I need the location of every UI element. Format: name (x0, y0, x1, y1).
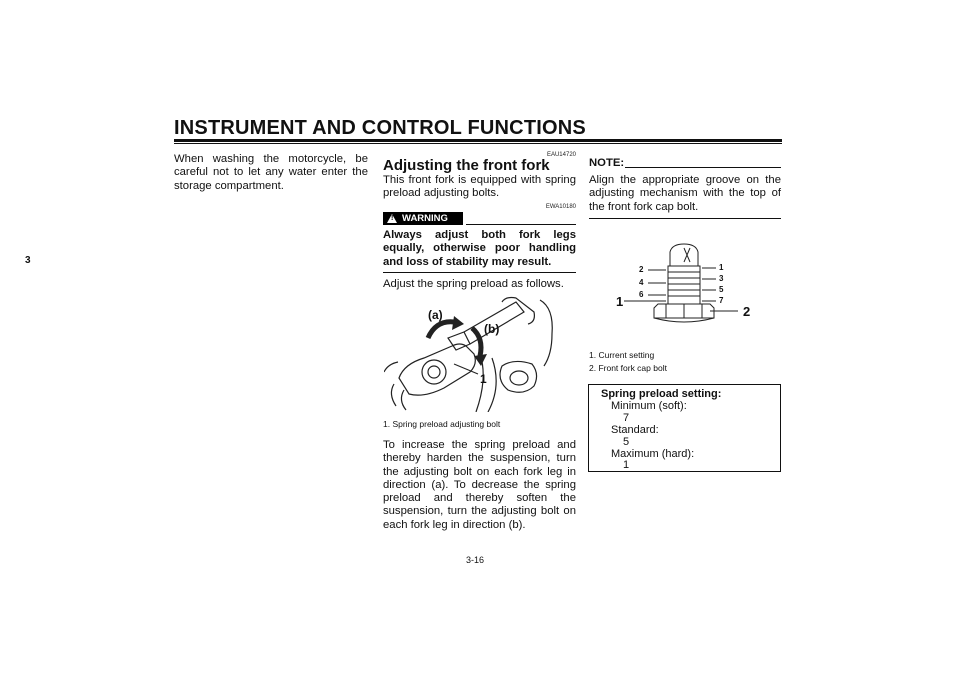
chapter-tab: 3 (25, 255, 31, 266)
spec-max-label: Maximum (hard): (611, 448, 695, 460)
callout-1-label: 1 (480, 372, 487, 386)
spec-max-value: 1 (623, 459, 630, 471)
warning-text: Always adjust both fork legs equally, otherwise poor handling and loss of stability may result. (383, 229, 576, 268)
groove-label-7: 7 (719, 296, 724, 305)
note-end-rule (589, 218, 781, 219)
groove-label-2: 2 (639, 265, 644, 274)
callout-cap-bolt: 2 (743, 304, 751, 319)
spec-box (588, 384, 781, 472)
warning-badge (383, 212, 463, 225)
figure-caption: 1. Spring preload adjusting bolt (383, 419, 501, 429)
note-label: NOTE: (589, 157, 625, 169)
header-rule (174, 139, 782, 142)
figure-caption-1: 1. Current setting (589, 350, 655, 360)
groove-label-6: 6 (639, 290, 644, 299)
spec-std-label: Standard: (611, 424, 659, 436)
section-heading: Adjusting the front fork (383, 157, 550, 174)
groove-label-3: 3 (719, 274, 724, 283)
page-number: 3-16 (466, 555, 485, 565)
storage-text: When washing the motorcycle, be careful not to let any water enter the storage compartment. (174, 153, 368, 192)
instructions-text: To increase the spring preload and thereby harden the suspension, turn the adjusting bolt on each fork leg in direction (a). To decrease the spring preload and thereby soften the suspension, turn the adjusting bolt on each fork leg in direction (b). (383, 439, 576, 531)
adjust-text: Adjust the spring preload as follows. (383, 278, 564, 290)
figure-caption-2: 2. Front fork cap bolt (589, 363, 667, 373)
groove-label-1: 1 (719, 263, 724, 272)
note-rule (625, 167, 781, 168)
spec-min-value: 7 (623, 412, 630, 424)
groove-label-5: 5 (719, 285, 724, 294)
cap-bolt-figure (610, 238, 760, 330)
header-rule-thin (174, 143, 782, 144)
warning-icon: ! (387, 214, 397, 223)
page-title: INSTRUMENT AND CONTROL FUNCTIONS (174, 117, 586, 139)
warning-end-rule (383, 272, 576, 273)
spec-std-value: 5 (623, 436, 630, 448)
doc-code: EAU14720 (546, 152, 576, 158)
callout-current-setting: 1 (616, 294, 624, 309)
intro-text: This front fork is equipped with spring preload adjusting bolts. (383, 174, 576, 200)
direction-b-label: (b) (484, 322, 500, 336)
warning-label: WARNING (402, 213, 448, 224)
spec-title: Spring preload setting: (601, 388, 722, 400)
warning-rule (466, 224, 576, 225)
fork-adjust-figure (384, 294, 576, 412)
warning-code: EWA10180 (545, 204, 576, 210)
spec-min-label: Minimum (soft): (611, 400, 687, 412)
direction-a-label: (a) (428, 308, 443, 322)
groove-label-4: 4 (639, 278, 644, 287)
note-text: Align the appropriate groove on the adjusting mechanism with the top of the front fork cap bolt. (589, 174, 781, 213)
